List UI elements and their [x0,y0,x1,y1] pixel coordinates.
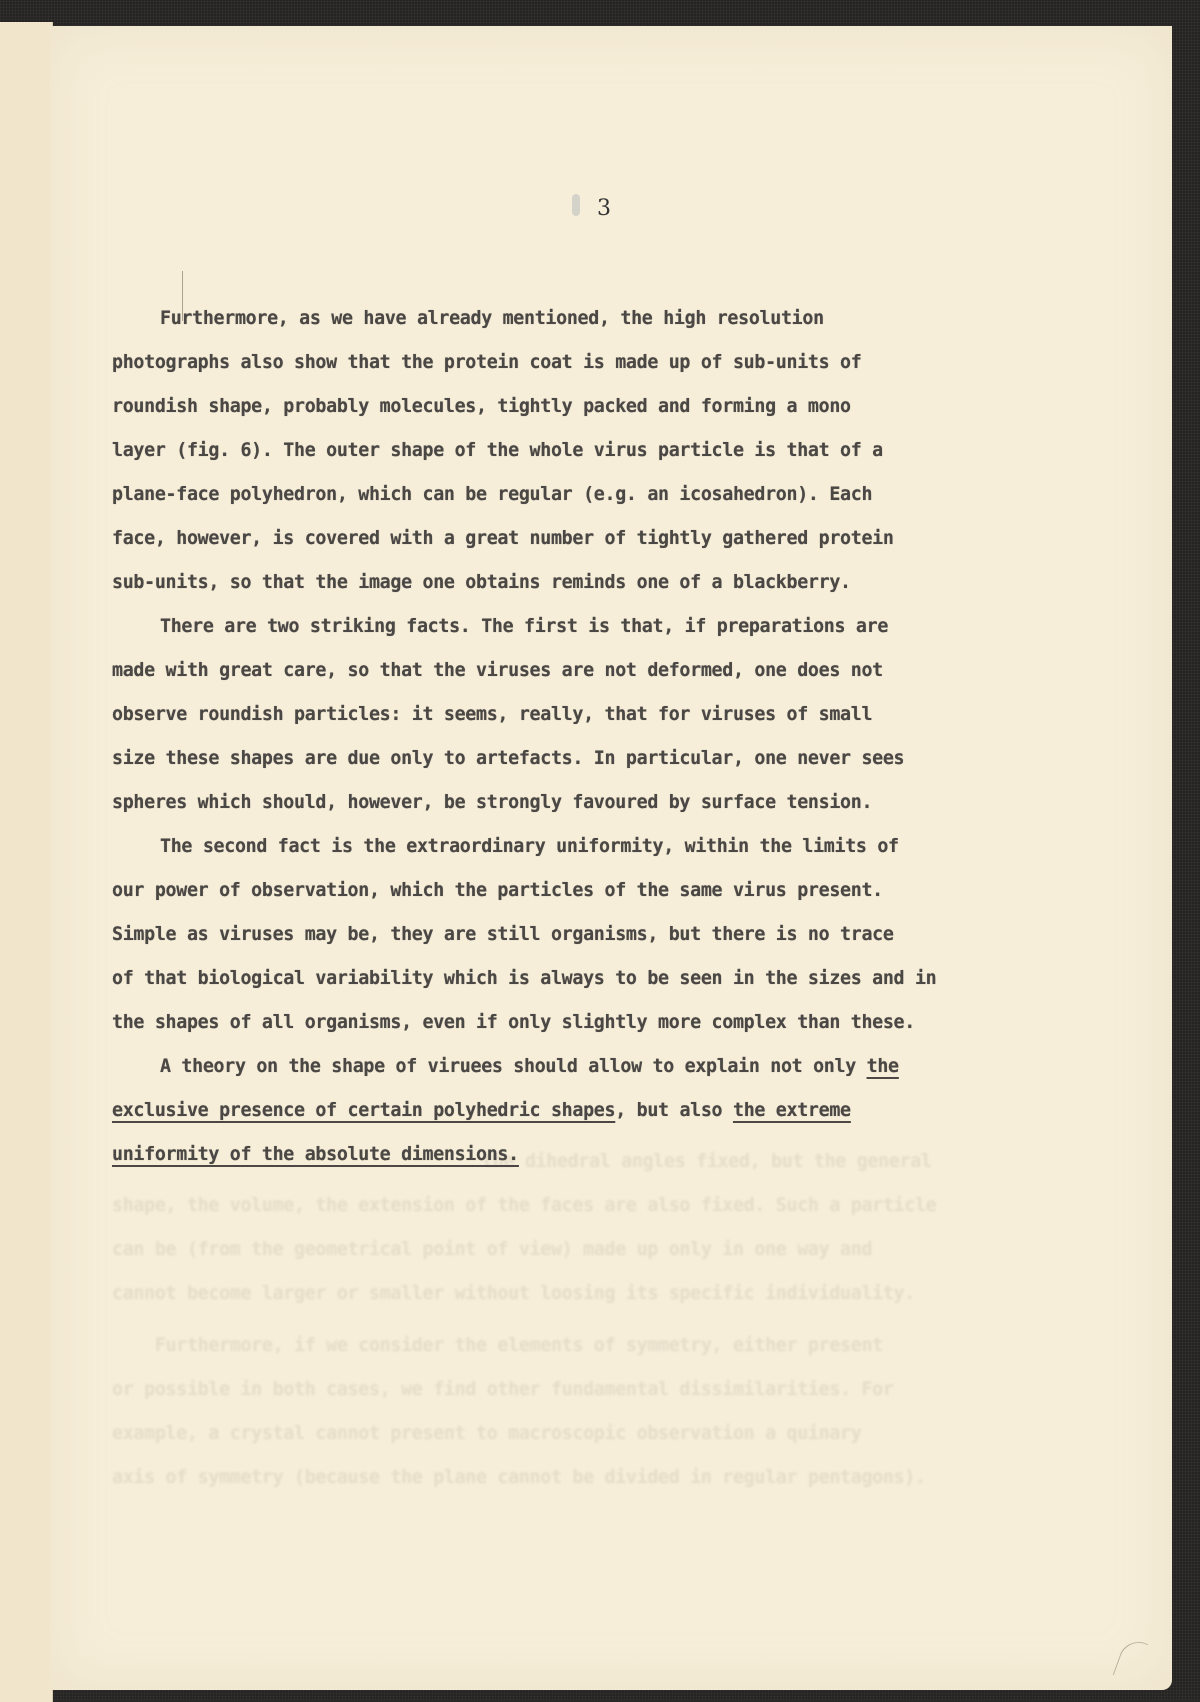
text-line: plane-face polyhedron, which can be regular (e.g. an icosahedron). Each [112,484,873,505]
underlined-text: uniformity of the absolute dimensions. [112,1144,519,1165]
text-line: photographs also show that the protein coat is made up of sub-units of [112,352,862,373]
show-through-line: cannot become larger or smaller without loosing its specific individuality. [112,1283,915,1304]
show-through-text [112,1140,1112,1500]
text-segment: A theory on the shape of viruees should allow to explain not only [160,1056,867,1077]
underlined-text: the [866,1056,899,1077]
underlined-text: exclusive presence of certain polyhedric shapes [112,1100,616,1121]
previous-page-edge [0,22,53,1702]
text-line: made with great care, so that the viruses are not deformed, one does not [112,660,883,681]
show-through-line: the dihedral angles fixed, but the general [482,1151,932,1172]
text-line: our power of observation, which the particles of the same virus present. [112,880,883,901]
show-through-line: or possible in both cases, we find other fundamental dissimilarities. For [112,1379,894,1400]
body-text [112,297,1092,1177]
text-segment: , but also [615,1100,733,1121]
text-line: The second fact is the extraordinary uniformity, within the limits of [160,836,899,857]
text-line: spheres which should, however, be strongly favoured by surface tension. [112,792,873,813]
paragraph-4 [112,1045,1092,1177]
text-line: sub-units, so that the image one obtains reminds one of a blackberry. [112,572,851,593]
underlined-text: the extreme [732,1100,851,1121]
text-line: Furthermore, as we have already mentioned, the high resolution [160,308,824,329]
text-line: size these shapes are due only to artefacts. In particular, one never sees [112,748,905,769]
text-line [112,1089,1092,1133]
text-line: layer (fig. 6). The outer shape of the whole virus particle is that of a [112,440,883,461]
text-line: of that biological variability which is always to be seen in the sizes and in [112,968,937,989]
text-line: roundish shape, probably molecules, tightly packed and forming a mono [112,396,851,417]
show-through-line: can be (from the geometrical point of view) made up only in one way and [112,1239,873,1260]
text-line [112,1045,1092,1089]
paragraph-1 [112,297,1092,605]
show-through-line: Furthermore, if we consider the elements of symmetry, either present [112,1335,883,1356]
text-line [112,1133,1092,1177]
show-through-line: axis of symmetry (because the plane cannot be divided in regular pentagons). [112,1467,926,1488]
text-line: observe roundish particles: it seems, really, that for viruses of small [112,704,873,725]
text-line: There are two striking facts. The first is that, if preparations are [160,616,889,637]
paragraph-3 [112,825,1092,1045]
text-line: the shapes of all organisms, even if only slightly more complex than these. [112,1012,915,1033]
show-through-line: example, a crystal cannot present to macroscopic observation a quinary [112,1423,862,1444]
page-corner-curl [1113,1636,1149,1682]
text-line: Simple as viruses may be, they are still organisms, but there is no trace [112,924,894,945]
ink-smudge [572,194,580,216]
text-line: face, however, is covered with a great number of tightly gathered protein [112,528,894,549]
show-through-line: shape, the volume, the extension of the faces are also fixed. Such a particle [112,1195,937,1216]
paragraph-2 [112,605,1092,825]
page-number: 3 [597,196,611,221]
